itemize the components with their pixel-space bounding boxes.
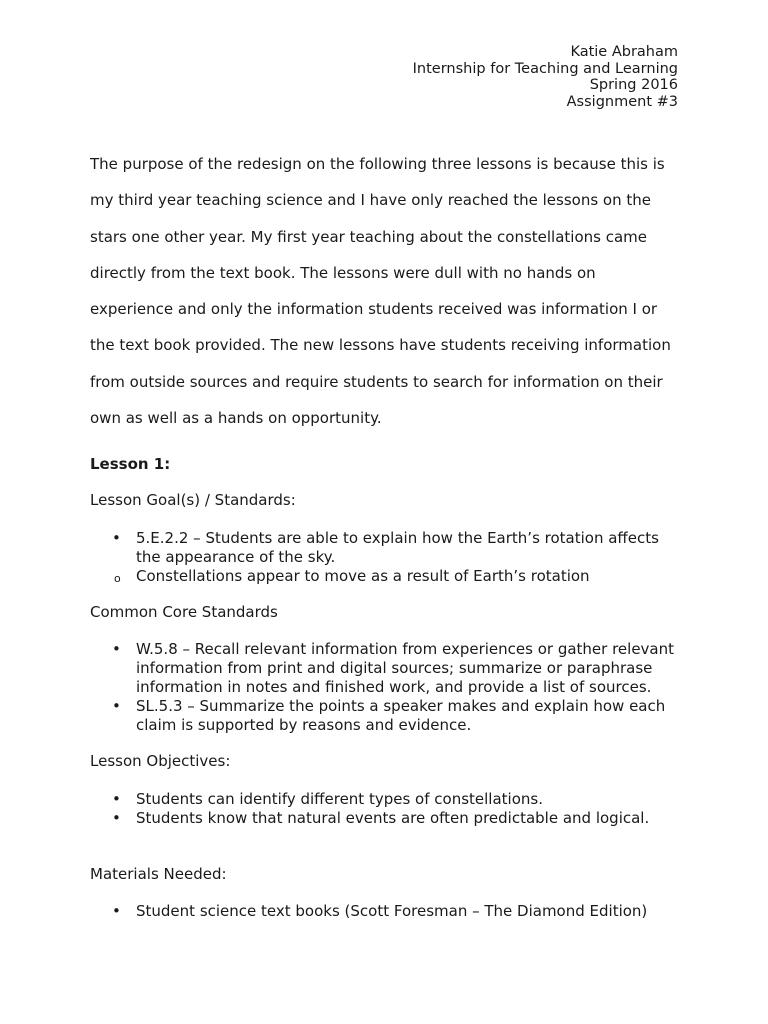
intro-line: stars one other year. My first year teaching about the constellations came <box>90 227 647 246</box>
bullet-icon: • <box>112 640 121 658</box>
intro-line: from outside sources and require students to search for information on their <box>90 372 663 391</box>
common-core-list <box>90 640 690 735</box>
objectives-label: Lesson Objectives: <box>90 752 231 770</box>
list-item <box>90 529 690 567</box>
sub-list-item <box>90 567 590 586</box>
goal-line: the appearance of the sky. <box>136 548 336 566</box>
intro-line: experience and only the information students received was information I or <box>90 300 658 319</box>
bullet-icon: • <box>112 697 121 715</box>
intro-line: own as well as a hands on opportunity. <box>90 409 382 428</box>
goal-line: 5.E.2.2 – Students are able to explain how the Earth’s rotation affects <box>136 529 659 547</box>
standard-line: SL.5.3 – Summarize the points a speaker makes and explain how each <box>136 697 666 715</box>
standard-line: W.5.8 – Recall relevant information from experiences or gather relevant <box>136 640 675 658</box>
intro-line: the text book provided. The new lessons have students receiving information <box>90 336 671 355</box>
objectives-list <box>90 790 690 828</box>
bullet-icon: • <box>112 902 121 920</box>
intro-line: The purpose of the redesign on the following three lessons is because this is <box>90 155 665 173</box>
goals-label: Lesson Goal(s) / Standards: <box>90 491 296 509</box>
common-core-label: Common Core Standards <box>90 603 278 621</box>
lesson-heading: Lesson 1: <box>90 455 171 473</box>
sub-bullet-icon: o <box>114 572 121 585</box>
assignment-number: Assignment #3 <box>566 93 678 110</box>
bullet-icon: • <box>112 809 121 827</box>
objective-text: Students know that natural events are often predictable and logical. <box>136 809 650 827</box>
sub-goal-text: Constellations appear to move as a result of Earth’s rotation <box>136 567 590 585</box>
document-header <box>413 44 678 110</box>
objective-text: Students can identify different types of constellations. <box>136 790 543 808</box>
intro-line: directly from the text book. The lessons were dull with no hands on <box>90 263 596 282</box>
standard-line: information in notes and finished work, and provide a list of sources. <box>136 678 652 696</box>
bullet-icon: • <box>112 529 121 547</box>
intro-paragraph <box>90 146 690 436</box>
materials-list <box>90 902 690 921</box>
intro-line: my third year teaching science and I have only reached the lessons on the <box>90 191 651 210</box>
list-item <box>90 640 690 697</box>
goals-list <box>90 529 690 567</box>
standard-line: information from print and digital sources; summarize or paraphrase <box>136 659 653 677</box>
materials-label: Materials Needed: <box>90 865 227 883</box>
list-item <box>90 790 690 809</box>
term: Spring 2016 <box>589 77 678 93</box>
material-text: Student science text books (Scott Foresman – The Diamond Edition) <box>136 902 648 920</box>
author-name: Katie Abraham <box>570 44 678 60</box>
standard-line: claim is supported by reasons and evidence. <box>136 716 472 734</box>
course-name: Internship for Teaching and Learning <box>412 60 678 77</box>
list-item <box>90 809 690 828</box>
list-item <box>90 697 690 735</box>
bullet-icon: • <box>112 790 121 808</box>
list-item <box>90 902 690 921</box>
